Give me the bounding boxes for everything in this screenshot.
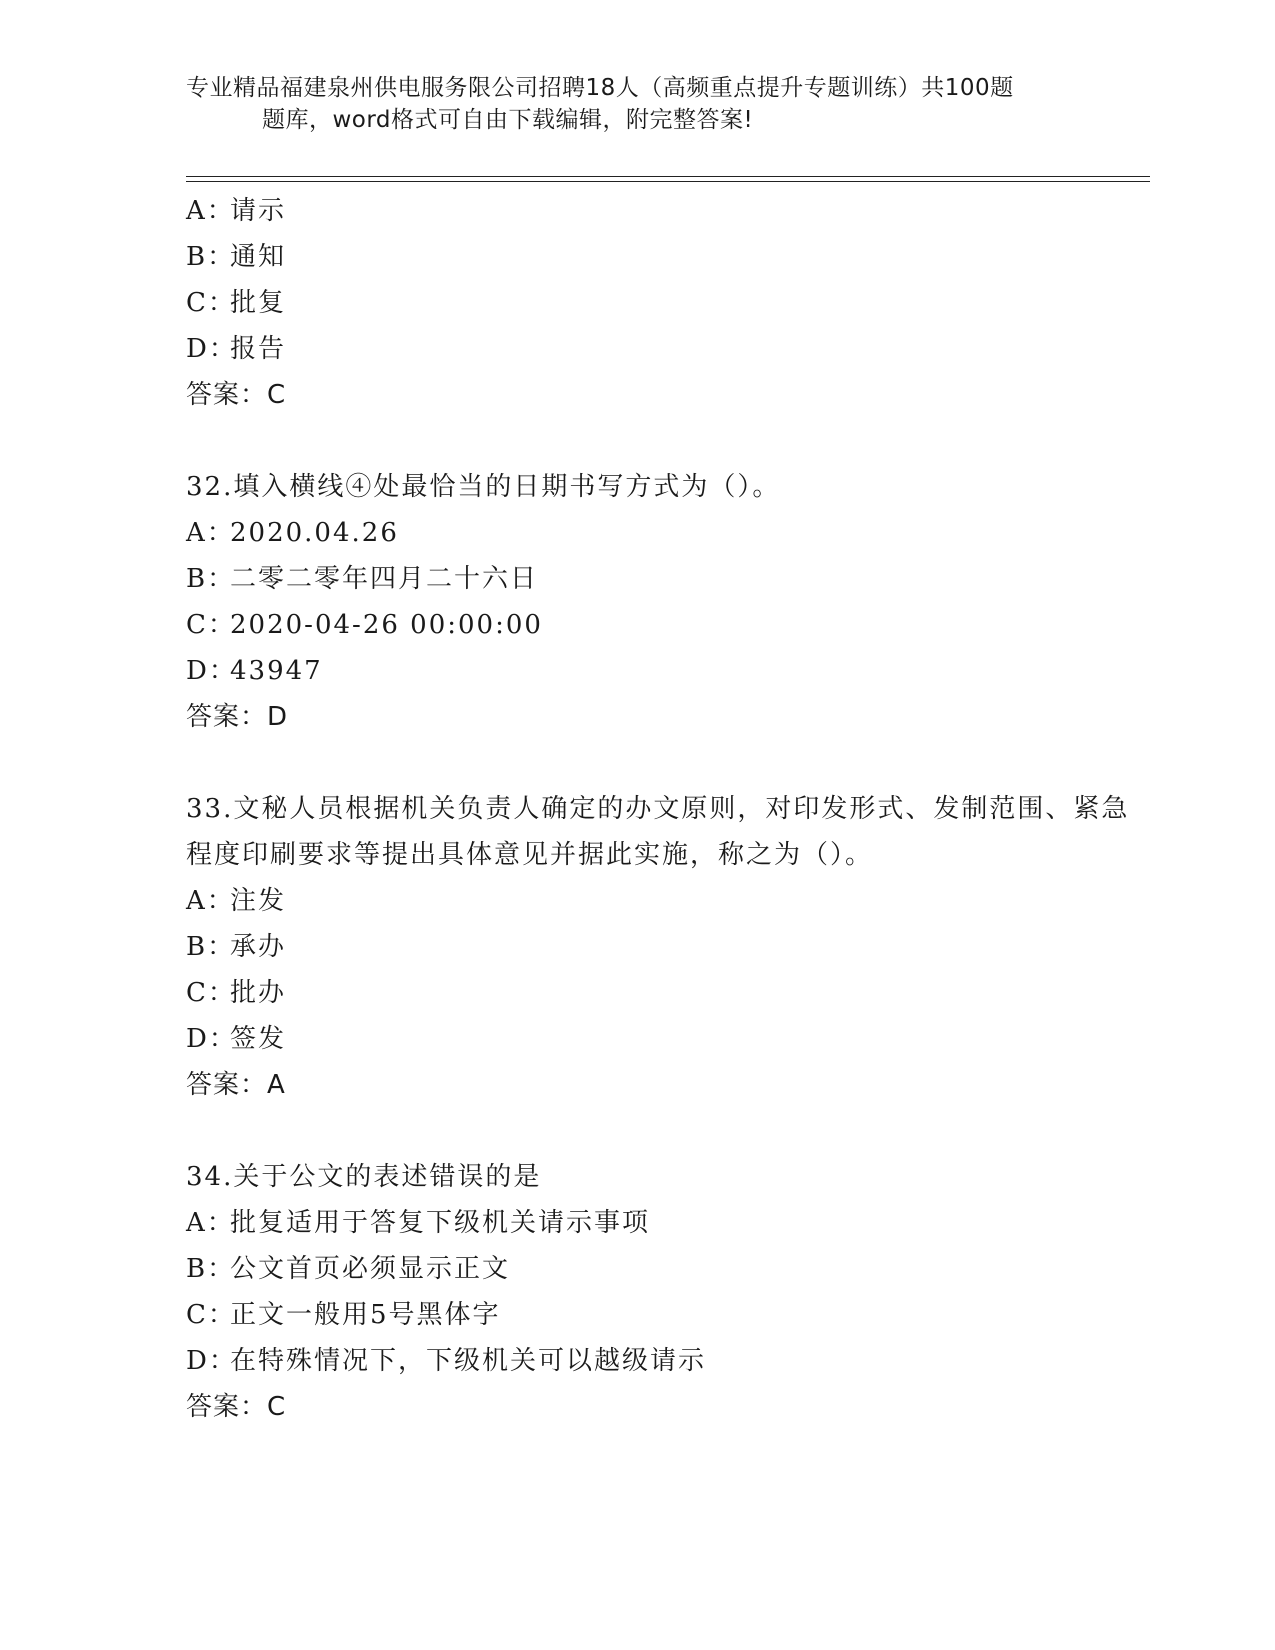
spacer (186, 418, 1150, 464)
option-a (186, 188, 1150, 234)
option-text: 签发 (230, 1024, 287, 1054)
option-b (186, 234, 1150, 280)
option-key: C： (186, 978, 236, 1008)
option-text: 批复适用于答复下级机关请示事项 (230, 1208, 651, 1238)
question-content (186, 188, 1150, 1430)
option-key: D： (186, 656, 237, 686)
option-key: A： (186, 518, 235, 548)
option-key: C： (186, 288, 236, 318)
question-block-33 (186, 786, 1150, 1108)
option-key: C： (186, 1300, 236, 1330)
option-text: 2020-04-26 00:00:00 (230, 610, 543, 640)
question-stem: 32.填入横线④处最恰当的日期书写方式为（）。 (186, 472, 781, 502)
option-a (186, 510, 1150, 556)
option-key: D： (186, 1346, 237, 1376)
question-block-34 (186, 1154, 1150, 1430)
option-key: B： (186, 242, 236, 272)
spacer (186, 740, 1150, 786)
option-text: 2020.04.26 (230, 518, 399, 548)
option-text: 注发 (230, 886, 287, 916)
option-key: A： (186, 1208, 235, 1238)
answer-line: 答案：C (186, 380, 287, 410)
option-text: 43947 (230, 656, 323, 686)
option-key: D： (186, 1024, 237, 1054)
answer-line: 答案：C (186, 1392, 287, 1422)
question-stem: 34.关于公文的表述错误的是 (186, 1162, 542, 1192)
question-block-continued (186, 188, 1150, 418)
option-c (186, 970, 1150, 1016)
option-c (186, 602, 1150, 648)
header-title-line1: 专业精品福建泉州供电服务限公司招聘18人（高频重点提升专题训练）共100题 (186, 75, 1014, 101)
option-text: 公文首页必须显示正文 (230, 1254, 511, 1284)
option-b (186, 924, 1150, 970)
option-key: B： (186, 564, 236, 594)
spacer (186, 1108, 1150, 1154)
answer-line: 答案：D (186, 702, 289, 732)
option-text: 报告 (230, 334, 287, 364)
option-d (186, 1016, 1150, 1062)
option-text: 承办 (230, 932, 287, 962)
option-d (186, 648, 1150, 694)
option-a (186, 878, 1150, 924)
option-text: 二零二零年四月二十六日 (230, 564, 539, 594)
option-key: B： (186, 932, 236, 962)
option-key: A： (186, 196, 235, 226)
document-header (186, 72, 1086, 136)
option-d (186, 1338, 1150, 1384)
option-c (186, 280, 1150, 326)
option-key: A： (186, 886, 235, 916)
option-text: 正文一般用5号黑体字 (230, 1300, 501, 1330)
question-stem: 33.文秘人员根据机关负责人确定的办文原则，对印发形式、发制范围、紧急程度印刷要求等提出具体意见并据此实施，称之为（）。 (186, 794, 1130, 870)
header-divider-top (186, 176, 1150, 177)
header-divider-bottom (186, 181, 1150, 182)
option-text: 在特殊情况下，下级机关可以越级请示 (230, 1346, 707, 1376)
answer-line: 答案：A (186, 1070, 286, 1100)
option-text: 通知 (230, 242, 287, 272)
option-key: B： (186, 1254, 236, 1284)
option-d (186, 326, 1150, 372)
header-title-line2: 题库，word格式可自由下载编辑，附完整答案! (262, 107, 754, 133)
option-text: 批办 (230, 978, 287, 1008)
option-a (186, 1200, 1150, 1246)
option-key: C： (186, 610, 236, 640)
option-b (186, 556, 1150, 602)
option-c (186, 1292, 1150, 1338)
option-b (186, 1246, 1150, 1292)
option-key: D： (186, 334, 237, 364)
option-text: 请示 (230, 196, 287, 226)
question-block-32 (186, 464, 1150, 740)
option-text: 批复 (230, 288, 287, 318)
